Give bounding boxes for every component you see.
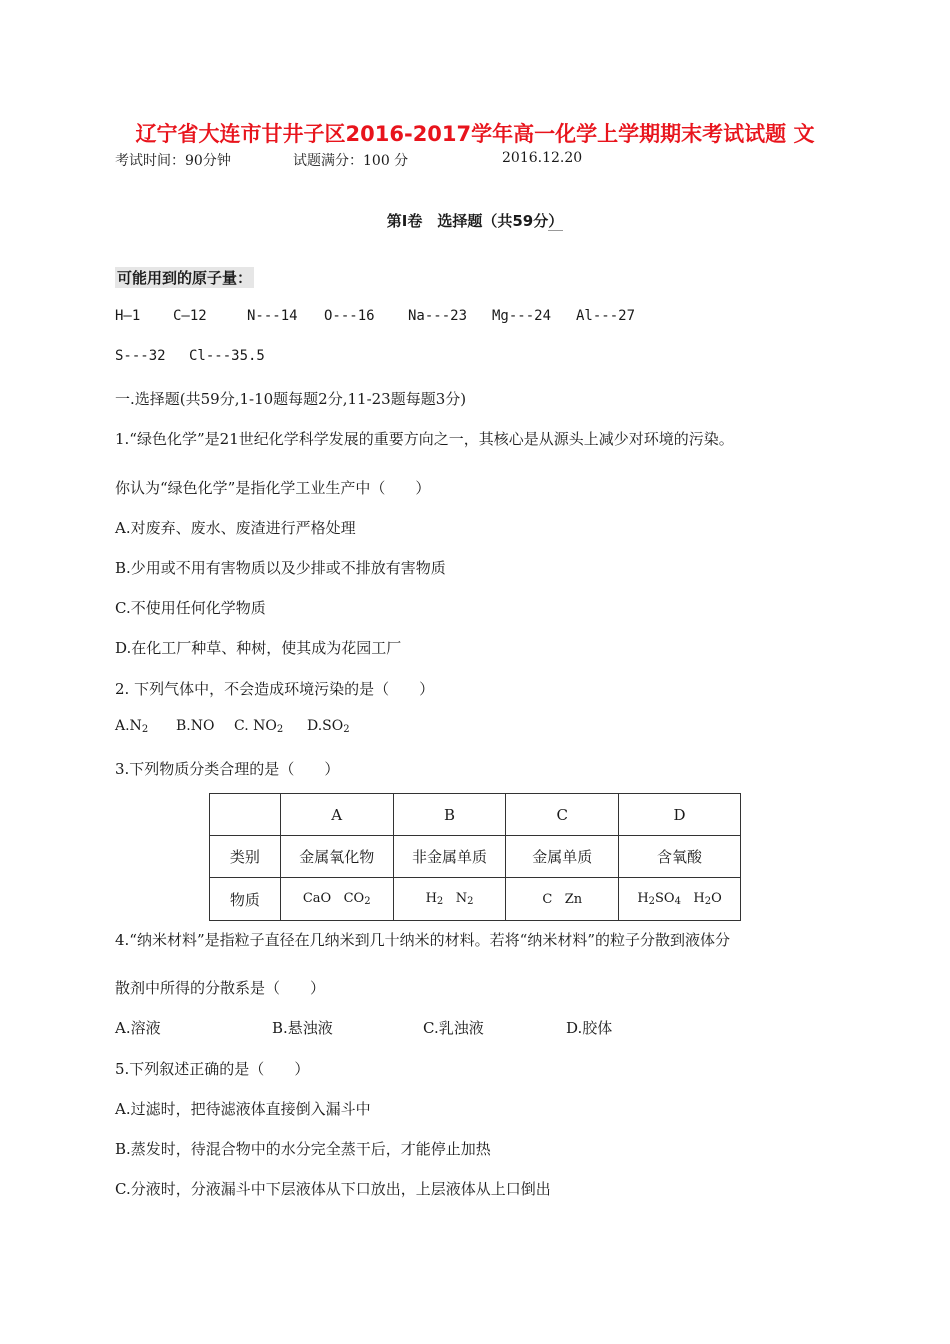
category-c: 金属单质 bbox=[506, 836, 619, 878]
full-score: 试题满分：100 分 bbox=[293, 153, 409, 169]
q2-option-c: C. $NO_2$ bbox=[234, 718, 284, 735]
table-header-empty bbox=[210, 794, 281, 836]
section-title bbox=[0, 210, 950, 231]
q4-stem-line-2: 散剂中所得的分散系是（ ） bbox=[115, 979, 326, 997]
q1-option-c: C.不使用任何化学物质 bbox=[115, 599, 266, 617]
classification-table bbox=[209, 793, 741, 921]
category-label: 类别 bbox=[210, 836, 281, 878]
q5-option-c: C.分液时，分液漏斗中下层液体从下口放出，上层液体从上口倒出 bbox=[115, 1180, 551, 1198]
q1-stem-line-2: 你认为“绿色化学”是指化学工业生产中（ ） bbox=[115, 479, 431, 497]
atomic-mass-label: 可能用到的原子量： bbox=[117, 269, 253, 287]
exam-time: 考试时间：90分钟 bbox=[115, 153, 231, 169]
table-header-b: B bbox=[393, 794, 506, 836]
category-b: 非金属单质 bbox=[393, 836, 506, 878]
substance-b: $H_2$ $N_2$ bbox=[393, 878, 506, 921]
q4-options bbox=[115, 1017, 612, 1038]
atomic-mass-n: N---14 bbox=[247, 308, 298, 324]
table-row bbox=[210, 878, 741, 921]
table-header-d: D bbox=[619, 794, 741, 836]
q2-option-b: B.NO bbox=[176, 718, 215, 734]
category-d: 含氧酸 bbox=[619, 836, 741, 878]
table-row bbox=[210, 794, 741, 836]
q2-stem: 2. 下列气体中，不会造成环境污染的是（ ） bbox=[115, 680, 435, 698]
substance-label: 物质 bbox=[210, 878, 281, 921]
atomic-mass-na: Na---23 bbox=[408, 308, 468, 324]
q4-option-c: C.乳浊液 bbox=[423, 1019, 484, 1037]
atomic-mass-al: Al---27 bbox=[576, 308, 636, 324]
atomic-mass-cl: Cl---35.5 bbox=[189, 348, 265, 364]
atomic-masses-row-2 bbox=[115, 348, 265, 364]
q4-option-b: B.悬浊液 bbox=[272, 1019, 333, 1037]
substance-d: $H_2SO_4$ $H_2O$ bbox=[619, 878, 741, 921]
part-heading: 一.选择题(共59分,1-10题每题2分,11-23题每题3分) bbox=[115, 390, 467, 408]
q5-stem: 5.下列叙述正确的是（ ） bbox=[115, 1060, 310, 1078]
q3-stem: 3.下列物质分类合理的是（ ） bbox=[115, 760, 340, 778]
q5-option-a: A.过滤时，把待滤液体直接倒入漏斗中 bbox=[115, 1100, 371, 1118]
substance-a: CaO $CO_2$ bbox=[280, 878, 393, 921]
exam-date: 2016.12.20 bbox=[502, 150, 583, 166]
q1-stem-line-1: 1.“绿色化学”是21世纪化学科学发展的重要方向之一，其核心是从源头上减少对环境的污染。 bbox=[115, 430, 734, 448]
q4-option-a: A.溶液 bbox=[115, 1019, 161, 1037]
q4-stem-line-1: 4.“纳米材料”是指粒子直径在几纳米到几十纳米的材料。若将“纳米材料”的粒子分散到液体分 bbox=[115, 931, 730, 949]
atomic-mass-mg: Mg---24 bbox=[492, 308, 552, 324]
q1-option-a: A.对废弃、废水、废渣进行严格处理 bbox=[115, 519, 356, 537]
category-a: 金属氧化物 bbox=[280, 836, 393, 878]
atomic-mass-h: H—1 bbox=[115, 308, 141, 324]
section-title-text: 第Ⅰ卷 选择题（共59分 bbox=[386, 212, 549, 230]
table-header-a: A bbox=[280, 794, 393, 836]
q2-options bbox=[115, 718, 350, 735]
atomic-mass-o: O---16 bbox=[324, 308, 375, 324]
substance-c: C Zn bbox=[506, 878, 619, 921]
atomic-masses-row-1 bbox=[115, 308, 635, 324]
table-header-c: C bbox=[506, 794, 619, 836]
section-title-end: ） bbox=[548, 212, 564, 230]
q2-option-a: $A.N_2$ bbox=[115, 718, 149, 735]
q5-option-b: B.蒸发时，待混合物中的水分完全蒸干后，才能停止加热 bbox=[115, 1140, 491, 1158]
atomic-mass-s: S---32 bbox=[115, 348, 166, 364]
q4-option-d: D.胶体 bbox=[566, 1019, 613, 1037]
q1-option-b: B.少用或不用有害物质以及少排或不排放有害物质 bbox=[115, 559, 446, 577]
document-title: 辽宁省大连市甘井子区2016-2017学年高一化学上学期期末考试试题 文 bbox=[135, 122, 815, 146]
q1-option-d: D.在化工厂种草、种树，使其成为花园工厂 bbox=[115, 639, 402, 657]
q2-option-d: $D.SO_2$ bbox=[307, 718, 350, 735]
table-row bbox=[210, 836, 741, 878]
atomic-mass-c: C—12 bbox=[173, 308, 207, 324]
